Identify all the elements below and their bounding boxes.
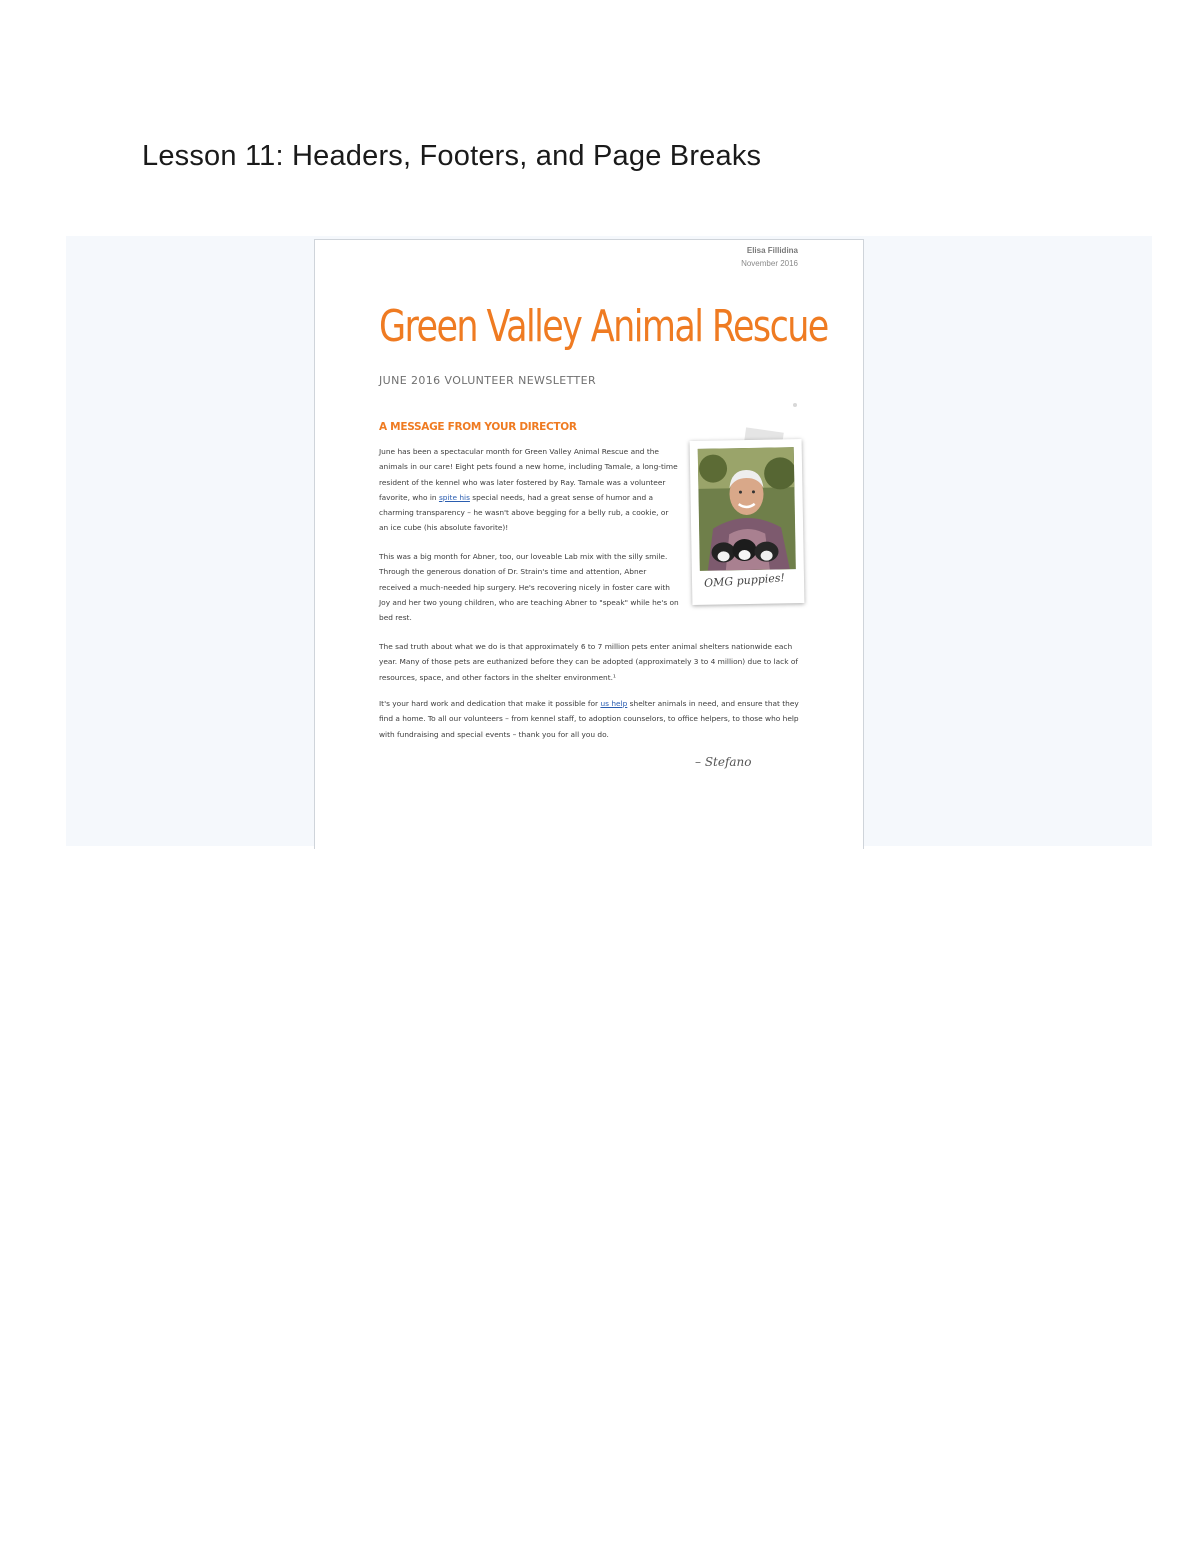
director-photo-frame xyxy=(690,439,805,605)
paragraph-4-text-a: It's your hard work and dedication that make it possible for xyxy=(379,699,601,708)
document-page xyxy=(314,239,864,849)
section-heading: A MESSAGE FROM YOUR DIRECTOR xyxy=(379,421,577,433)
paragraph-4-link[interactable]: us help xyxy=(600,699,628,708)
paragraph-3: The sad truth about what we do is that approximately 6 to 7 million pets enter animal shelters nationwide each year. Many of those pets are euthanized before they can be adopted (approximately 3 to 4 million) due to lack of resources, space, and other factors in the shelter environment.¹ xyxy=(379,642,798,682)
newsletter-title: Green Valley Animal Rescue xyxy=(379,302,828,352)
paragraph-1-text-a: June has been a spectacular month for Green Valley Animal Rescue and the animals in our care! Eight pets found a new home, including Tamale, a long-time resident of the kennel who was later fostered by Ray. Tamale was a volunteer favorite, who in xyxy=(379,447,678,502)
header-date: November 2016 xyxy=(741,259,798,268)
director-signature: – Stefano xyxy=(695,755,752,769)
director-with-puppies-image xyxy=(698,447,796,571)
newsletter-subtitle: JUNE 2016 VOLUNTEER NEWSLETTER xyxy=(379,374,597,387)
paragraph-1-link[interactable]: spite his xyxy=(438,492,470,502)
paragraph-4 xyxy=(379,696,799,742)
director-photo xyxy=(698,447,796,571)
document-preview-area xyxy=(66,236,1152,846)
paragraph-2: This was a big month for Abner, too, our loveable Lab mix with the silly smile. Through the generous donation of Dr. Strain's time and attention, Abner received a much-needed hip surgery. He's recovering nicely in foster care with Joy and her two young children, who are teaching Abner to "speak" while he's on bed rest. xyxy=(379,552,679,623)
photo-caption: OMG puppies! xyxy=(703,571,786,590)
lesson-title: Lesson 11: Headers, Footers, and Page Breaks xyxy=(142,140,762,172)
decorative-dot xyxy=(793,403,797,407)
paragraph-1-text-b: special needs, had a great sense of humor and a charming transparency – he wasn't above begging for a belly rub, a cookie, or an ice cube (his absolute favorite)! xyxy=(379,492,669,533)
paragraph-4-text-b: shelter animals in need, and ensure that they find a home. To all our volunteers – from kennel staff, to adoption counselors, to office helpers, to those who help with fundraising and special events – thank you for all you do. xyxy=(379,699,799,739)
paragraph-1 xyxy=(379,444,679,536)
page-header xyxy=(741,244,798,270)
header-author-name: Elisa Fillidina xyxy=(746,246,798,255)
